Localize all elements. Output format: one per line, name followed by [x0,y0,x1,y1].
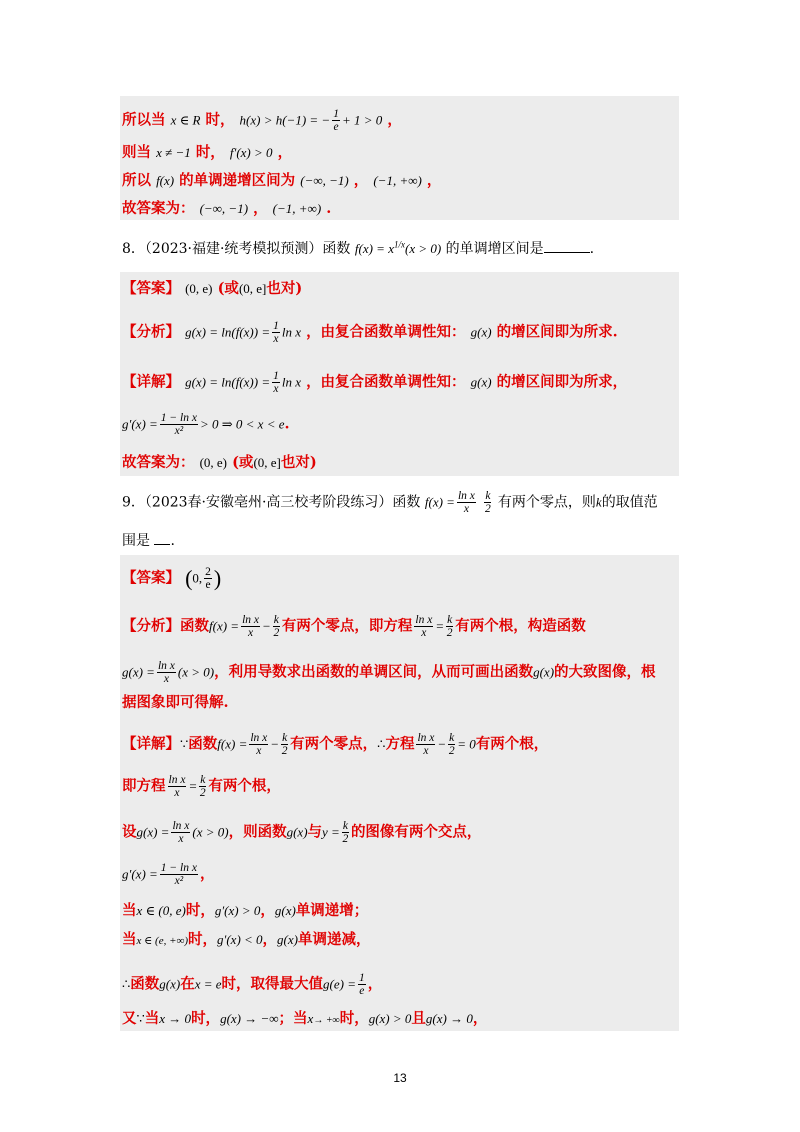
fraction: $\frac{2}{e}$ [205,566,211,592]
math: g(x) [470,324,492,340]
q9-analysis [122,614,586,639]
math: (0, e) [199,455,227,470]
text: 函数 [130,975,160,993]
math-exponent: 1/x [393,239,405,250]
because-symbol: ∵ [180,736,189,752]
math: x ∈ R [170,112,201,128]
prev-line-3 [122,174,441,189]
q8-answer [122,282,302,297]
text: ， [253,200,268,217]
text: . [326,200,332,217]
math: g(x) = [122,664,155,680]
text: 与 [307,823,323,841]
math: f(x) = x [354,241,394,256]
therefore-symbol: ∴ [122,976,131,992]
fraction: $\frac{k}{2}$ [448,732,455,758]
math: g′(x) < 0 [217,932,263,947]
text: 单调递增； [295,902,369,919]
text: 的图像有两个交点， [350,823,482,841]
math: − [437,736,447,752]
math: g(x) > 0 [368,1011,412,1026]
text: . [170,533,175,549]
fraction: $\frac{1}{e}$ [333,108,339,134]
text: ， [426,172,442,189]
math: g(x) → −∞ [220,1011,279,1026]
math: ln x [281,324,301,340]
math: g(x) [533,664,555,680]
q9-detail [122,732,548,757]
text: 单调递减， [297,931,371,948]
text: 有两个根， [475,735,549,753]
math: = [435,618,445,634]
text: 时， [339,1010,369,1027]
text: 围是 [122,533,150,549]
text: ， [387,111,402,129]
fraction: $\frac{\text{ln x}}{x}$ [168,774,186,800]
math: (x > 0) [192,824,229,840]
math: f(x) = [424,494,455,510]
math: y = [322,824,340,840]
math: x = e [194,976,222,992]
math: k [595,494,602,510]
fraction: $\frac{\text{ln x}}{x}$ [242,614,259,640]
fraction: $\frac{1}{x}$ [273,370,279,396]
math: (−1, +∞) [272,201,322,216]
text: ，则函数 [228,823,287,841]
text: 也对) [280,454,317,471]
text: ， [353,172,369,189]
q9-analysis-3 [122,696,229,711]
text: 有两个根， [208,777,281,795]
text: ，利用导数求出函数的单调区间，从而可画出函数 [214,663,534,681]
q9-stem [122,490,658,515]
text: 的取值范 [601,494,658,511]
text: 故答案为： [122,454,195,471]
text: 方程 [385,735,415,753]
math: (0, e] [253,455,281,470]
math: x ∈ (0, e) [136,903,186,918]
prev-line-2 [122,146,292,161]
math: > 0 ⇒ 0 < x < e [199,416,285,432]
math: f′(x) > 0 [229,145,273,160]
math: ln x [281,374,301,390]
math: x ≠ −1 [156,145,191,160]
math: g(x) [286,824,308,840]
math: → +∞ [313,1015,340,1026]
text: 的单调增区间是 [445,241,544,257]
paren: ( [185,565,193,591]
math: (0, e) [185,281,213,296]
fraction: $\frac{k}{2}$ [485,490,491,516]
math: (−1, +∞) [373,173,422,188]
text: 当 [144,1010,160,1027]
page-number: 13 [393,1071,407,1085]
detail-label: 【详解】 [122,373,180,391]
q8-detail [122,370,627,395]
text: 时， [195,144,225,161]
text: 时，取得最大值 [221,975,324,993]
text: 设 [122,823,137,841]
q8-analysis [122,320,618,345]
fraction: $\frac{\text{ln x}}{x}$ [415,614,433,640]
text: 有两个零点，即方程 [281,617,413,635]
text: 的大致图像，根 [554,663,656,681]
text: 所以当 [122,111,166,129]
fraction: $\frac{k}{2}$ [342,820,349,846]
paren: ) [213,565,222,591]
text: ， [367,975,383,993]
math: (−∞, −1) [300,173,349,188]
text: 当 [122,902,137,919]
text: . [589,241,595,257]
q8-final [122,456,317,471]
math: f(x) = [217,736,248,752]
q9-detail-8 [122,1012,487,1027]
text: (或 [232,454,254,471]
math: (0, e] [238,281,267,296]
q8-stem [122,240,594,256]
math: g(x) [159,976,181,992]
math: 0, [192,570,203,586]
math: h(x) > h(−1) = − [239,112,331,128]
math: g(x) [274,903,296,918]
math: g(e) = [323,976,356,992]
math: = [188,778,198,794]
fraction: $\frac{\text{ln x}}{x}$ [157,660,175,686]
text: (或 [217,280,239,297]
text: 有两个零点， [290,735,378,753]
text: 9．（2023春·安徽亳州·高三校考阶段练习）函数 [122,494,421,511]
math: g(x) → 0 [425,1011,473,1026]
math: g′(x) = [122,866,158,882]
text: 有两个根，构造函数 [455,617,586,635]
math: + 1 > 0 [341,112,383,128]
text: 时， [191,1010,221,1027]
text: ， [260,902,275,919]
text: 所以 [122,172,151,189]
math: − [262,618,271,634]
text: 时， [205,111,235,129]
text: 函数 [188,735,218,753]
math: f(x) [156,173,175,188]
math: (−∞, −1) [199,201,249,216]
text: 的增区间即为所求. [496,323,618,341]
fraction: $\frac{\text{1 − ln x}}{\text{x²}}$ [160,412,197,438]
answer-label: 【答案】 [122,569,180,587]
fraction: $\frac{k}{2}$ [281,732,288,758]
answer-blank [544,240,590,253]
math: − [270,736,280,752]
math: g(x) [470,374,492,390]
q9-detail-3 [122,820,481,845]
q9-answer [122,566,221,591]
text: ， [277,144,293,161]
text: ， [199,865,215,883]
text: 在 [180,975,195,993]
text: 时， [188,931,217,948]
text: ，由复合函数单调性知： [306,323,466,341]
math: (x > 0) [177,664,215,680]
because-symbol: ∵ [136,1011,145,1026]
math: = 0 [457,736,476,752]
q9-detail-2 [122,774,281,799]
prev-line-4 [122,202,331,217]
text: 则当 [122,144,151,161]
text: 时， [185,902,215,919]
answer-label: 【答案】 [122,280,180,297]
text: ，由复合函数单调性知： [306,373,466,391]
math: g(x) = [136,824,170,840]
q9-detail-6 [122,933,370,948]
text: 即方程 [122,777,166,795]
detail-label: 【详解】 [122,735,180,753]
text: ；当 [278,1010,308,1027]
math: x ∈ (e, +∞) [136,935,188,947]
text: 又 [122,1010,137,1027]
q9-detail-5 [122,904,368,919]
math: x [307,1011,314,1026]
q9-detail-4 [122,862,214,887]
fraction: $\frac{\text{ln x}}{x}$ [417,732,435,758]
q8-detail-2 [122,412,290,437]
q9-analysis-2 [122,660,656,685]
text: ， [262,931,278,948]
math: g(x) [277,932,298,947]
fraction: $\frac{k}{2}$ [199,774,206,800]
fraction: $\frac{1}{x}$ [273,320,279,346]
math: g(x) = ln(f(x)) = [185,324,271,340]
text: 有两个零点，则 [497,494,596,511]
text: . [284,415,290,433]
math: g(x) = ln(f(x)) = [185,374,271,390]
fraction: $\frac{1}{e}$ [358,972,365,998]
therefore-symbol: ∴ [377,736,386,752]
fraction: $\frac{\text{ln x}}{x}$ [172,820,190,846]
math: x → 0 [159,1011,192,1026]
text: 故答案为： [122,200,195,217]
fraction: $\frac{k}{2}$ [273,614,280,640]
text: 函数 [180,617,209,635]
fraction: $\frac{k}{2}$ [446,614,453,640]
prev-line-1 [122,108,402,133]
text: 据图象即可得解. [122,694,229,711]
fraction: $\frac{\text{ln x}}{x}$ [457,490,475,516]
text: 的单调递增区间为 [179,172,296,189]
analysis-label: 【分析】 [122,617,180,635]
text: 也对) [266,280,303,297]
math: g′(x) = [122,416,158,432]
text: ， [472,1010,488,1027]
answer-blank [154,532,170,545]
text: 当 [122,931,137,948]
q9-stem-2 [122,532,175,548]
q9-detail-7 [122,972,382,997]
math: f(x) = [209,618,240,634]
fraction: $\frac{\text{1 − ln x}}{\text{x²}}$ [160,862,197,888]
text: 的增区间即为所求， [496,373,628,391]
text: 且 [411,1010,426,1027]
fraction: $\frac{\text{ln x}}{x}$ [250,732,268,758]
math: (x > 0) [404,241,442,256]
text: 8．（2023·福建·统考模拟预测）函数 [122,241,351,257]
analysis-label: 【分析】 [122,323,180,341]
math: g′(x) > 0 [214,903,261,918]
